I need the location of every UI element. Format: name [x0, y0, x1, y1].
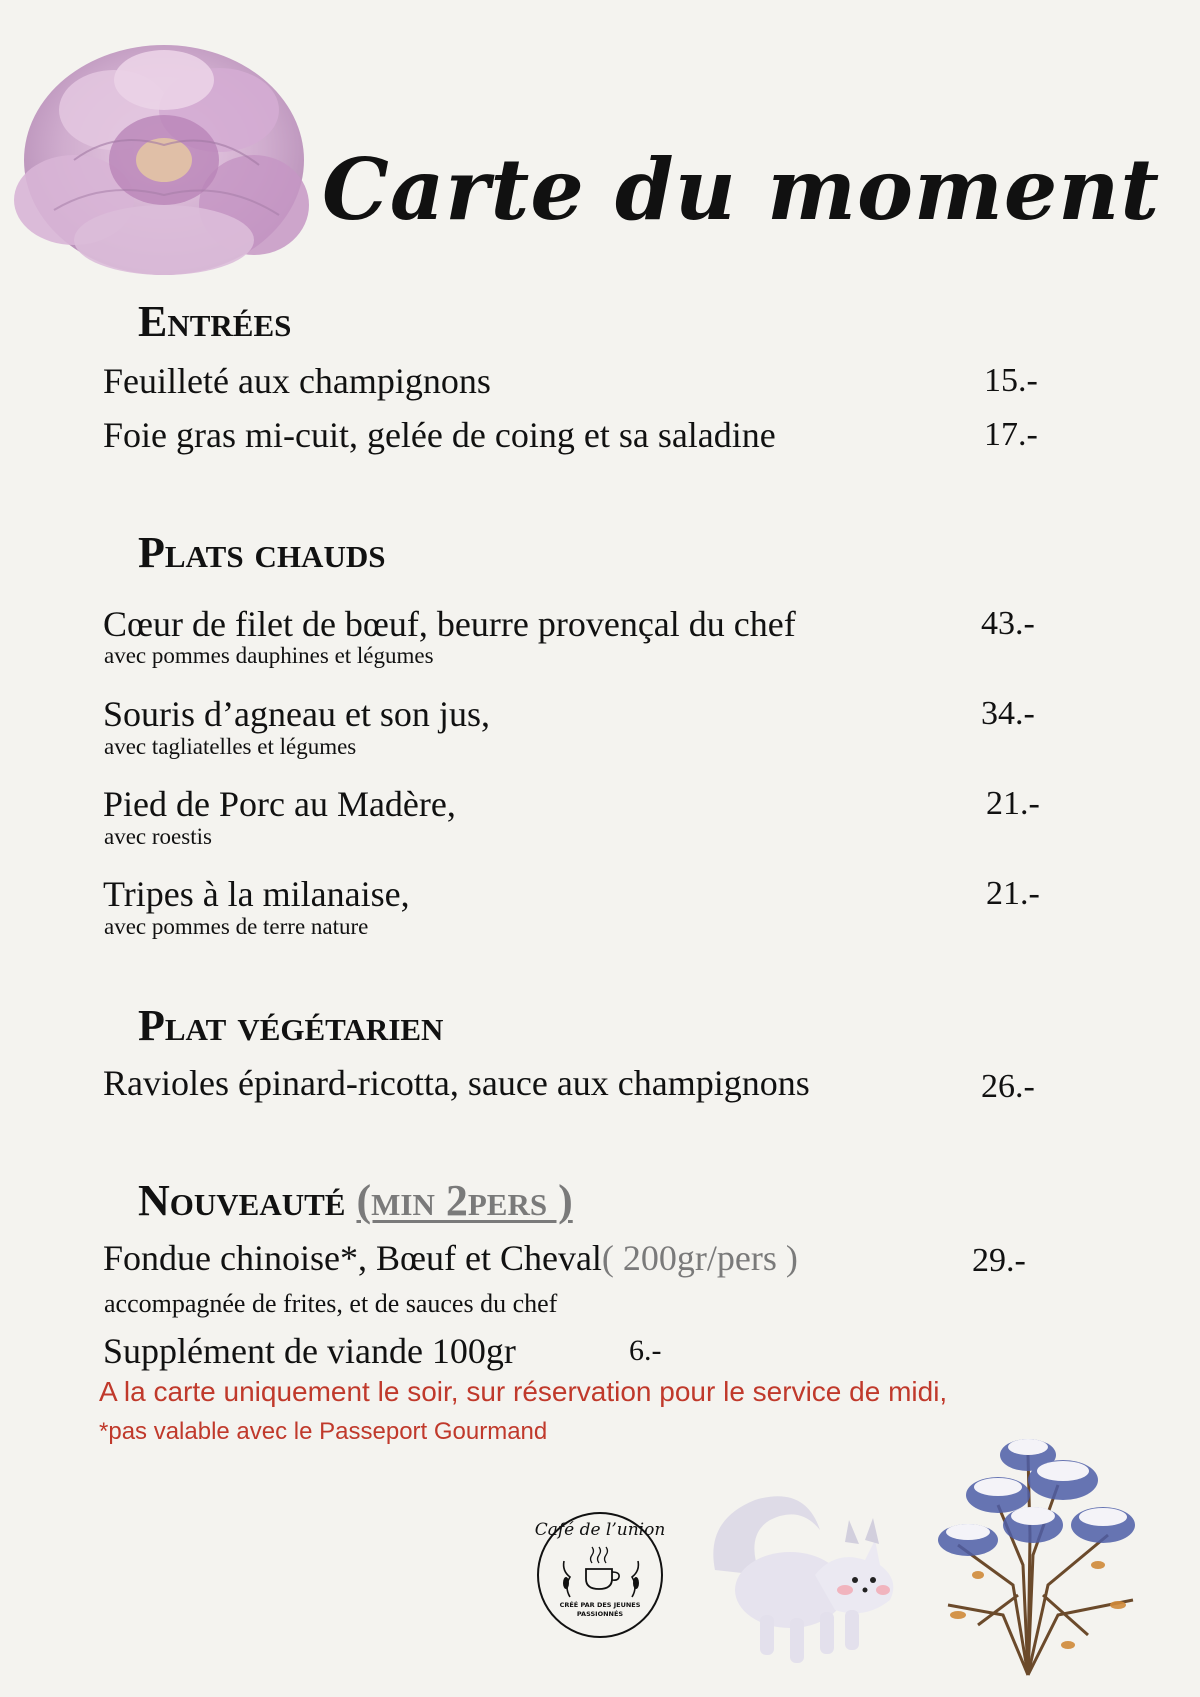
- peony-illustration-icon: [14, 30, 312, 282]
- menu-item-name: Foie gras mi-cuit, gelée de coing et sa saladine: [103, 415, 776, 455]
- menu-item-name: Cœur de filet de bœuf, beurre provençal du chef: [103, 604, 796, 644]
- menu-item-price: 43.-: [981, 605, 1035, 642]
- menu-item-price: 29.-: [972, 1242, 1026, 1279]
- menu-item-description: avec pommes de terre nature: [104, 914, 369, 939]
- menu-item-price: 21.-: [986, 785, 1040, 822]
- section-heading-nouveaute: [138, 1175, 573, 1226]
- page-title: Carte du moment: [322, 140, 1161, 239]
- menu-item-portion: ( 200gr/pers ): [601, 1238, 798, 1278]
- menu-item-price: 21.-: [986, 875, 1040, 912]
- menu-item-description: avec tagliatelles et légumes: [104, 734, 357, 759]
- menu-item-name: Pied de Porc au Madère,: [103, 784, 456, 824]
- menu-item-description: avec roestis: [104, 824, 212, 849]
- note-evening: A la carte uniquement le soir, sur réservation pour le service de midi,: [99, 1376, 948, 1407]
- cafe-logo-icon: [520, 1505, 680, 1645]
- menu-item-name: Tripes à la milanaise,: [103, 874, 410, 914]
- menu-item-description: accompagnée de frites, et de sauces du chef: [104, 1289, 558, 1318]
- menu-item-fondue: [103, 1237, 798, 1279]
- note-passport: *pas valable avec le Passeport Gourmand: [99, 1418, 548, 1445]
- menu-item-price: 17.-: [984, 416, 1038, 453]
- supplement-price: 6.-: [629, 1334, 662, 1367]
- section-heading-entrees: Entrées: [138, 297, 292, 346]
- menu-item-price: 15.-: [984, 362, 1038, 399]
- logo-tagline-1: CRÉÉ PAR DES JEUNES: [559, 1601, 641, 1609]
- arctic-fox-illustration-icon: [695, 1480, 915, 1670]
- supplement-name: Supplément de viande 100gr: [103, 1331, 516, 1371]
- section-heading-note: (min 2pers ): [356, 1176, 573, 1225]
- menu-item-name: Ravioles épinard-ricotta, sauce aux champignons: [103, 1063, 810, 1103]
- logo-name: Café de l’union: [534, 1520, 666, 1540]
- menu-item-price: 26.-: [981, 1068, 1035, 1105]
- logo-tagline-2: PASSIONNÉS: [576, 1610, 624, 1618]
- menu-item-name: Feuilleté aux champignons: [103, 361, 491, 401]
- menu-item-description: avec pommes dauphines et légumes: [104, 643, 434, 668]
- snowy-tree-illustration-icon: [918, 1415, 1158, 1685]
- menu-item-price: 34.-: [981, 695, 1035, 732]
- section-heading-vegetarien: Plat végétarien: [138, 1001, 444, 1050]
- menu-item-name: Souris d’agneau et son jus,: [103, 694, 490, 734]
- section-heading-plats-chauds: Plats chauds: [138, 528, 386, 577]
- menu-item-name: Fondue chinoise*, Bœuf et Cheval: [103, 1238, 602, 1278]
- section-heading-label: Nouveauté: [138, 1176, 346, 1225]
